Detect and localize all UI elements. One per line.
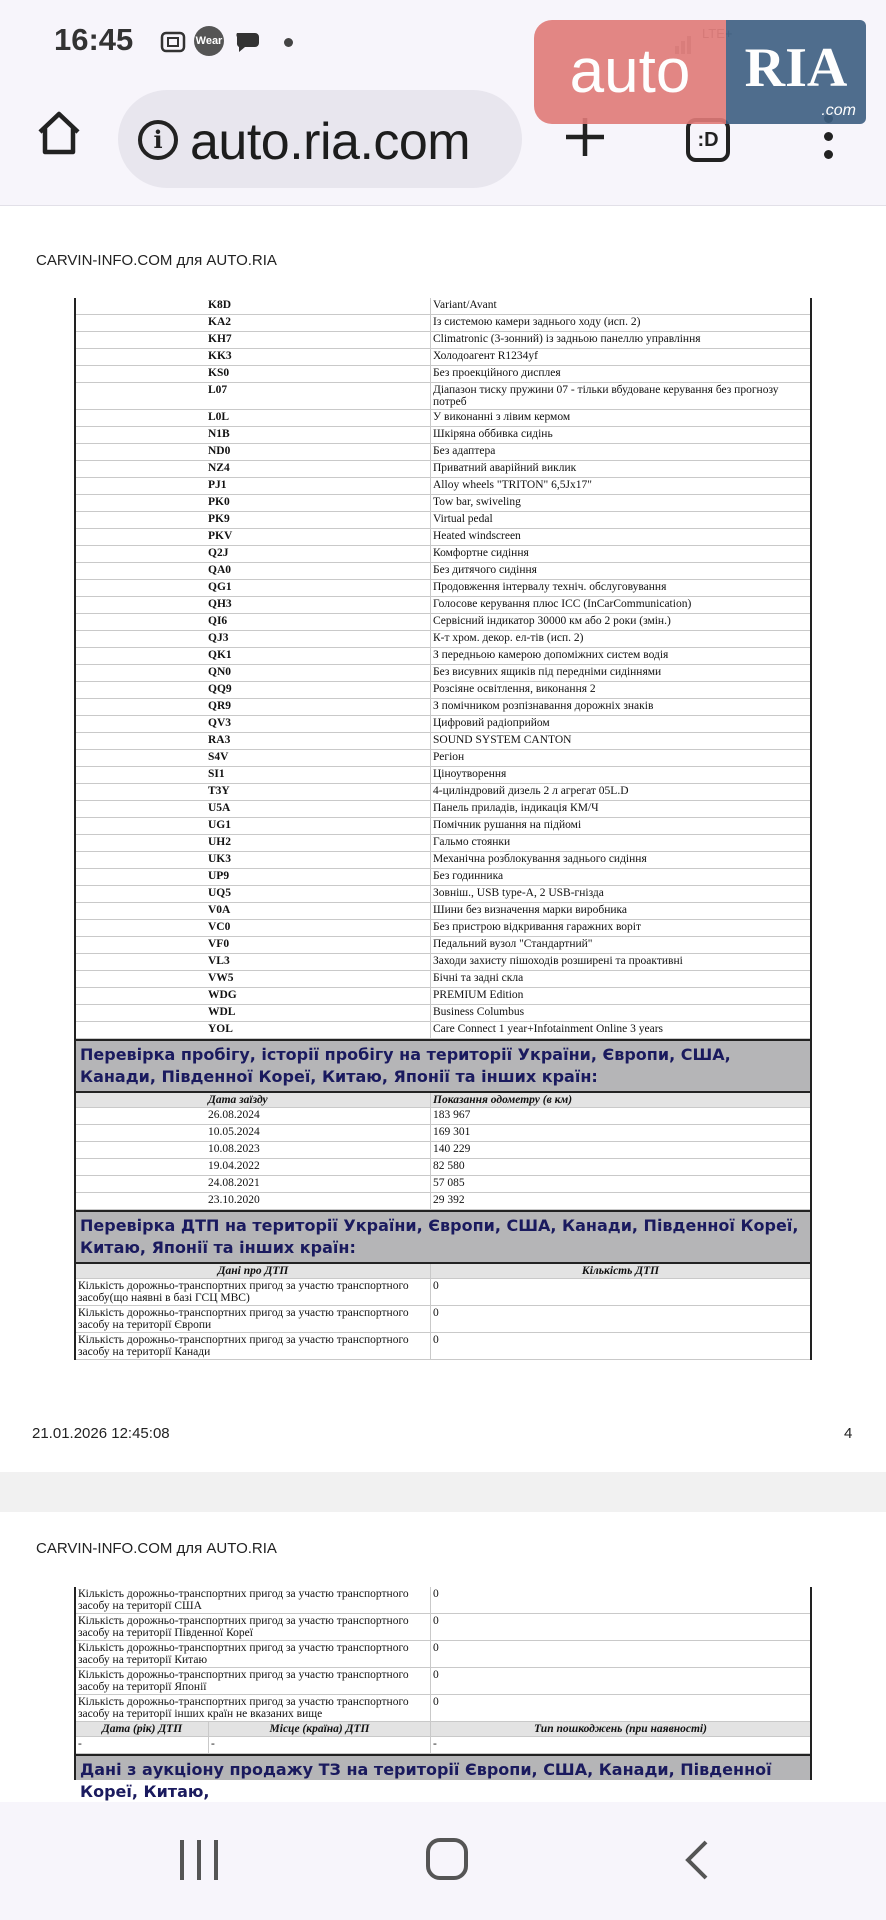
option-code: PJ1 — [208, 479, 227, 491]
option-row — [76, 648, 810, 665]
mileage-row — [76, 1125, 810, 1142]
option-code: VC0 — [208, 921, 231, 933]
option-code: NZ4 — [208, 462, 230, 474]
option-row — [76, 903, 810, 920]
mileage-km: 169 301 — [430, 1125, 810, 1141]
option-code: L0L — [208, 411, 230, 423]
damage-row — [76, 1737, 810, 1754]
option-description: Приватний аварійний виклик — [430, 461, 810, 477]
option-row — [76, 869, 810, 886]
accident-row — [76, 1641, 810, 1668]
logo-ria-text: RIA — [744, 37, 848, 99]
mileage-date-header: Дата заїзду — [208, 1094, 268, 1106]
option-description: Шкіряна оббивка сидінь — [430, 427, 810, 443]
page-separator — [0, 1472, 886, 1512]
report-page-2 — [74, 1587, 812, 1801]
option-code: K8D — [208, 299, 231, 311]
option-row — [76, 767, 810, 784]
logo-ria — [726, 20, 866, 124]
mileage-row — [76, 1108, 810, 1125]
option-description: З передньою камерою допоміжних систем водія — [430, 648, 810, 664]
mileage-date: 26.08.2024 — [208, 1109, 260, 1121]
accident-label: Кількість дорожньо-транспортних пригод за участю транспортного засобу(що наявні в базі ГСЦ МВС) — [78, 1280, 409, 1304]
option-description: З помічником розпізнавання дорожніх знаків — [430, 699, 810, 715]
option-row — [76, 886, 810, 903]
damage-date: - — [78, 1738, 82, 1750]
accident-label: Кількість дорожньо-транспортних пригод за участю транспортного засобу на території Китаю — [78, 1642, 409, 1666]
accident-label: Кількість дорожньо-транспортних пригод за участю транспортного засобу на території Європи — [78, 1307, 409, 1331]
option-description: Virtual pedal — [430, 512, 810, 528]
option-code: L07 — [208, 384, 228, 396]
option-code: S4V — [208, 751, 229, 763]
mileage-date: 24.08.2021 — [208, 1177, 260, 1189]
option-row — [76, 937, 810, 954]
wear-icon: Wear — [194, 26, 224, 56]
option-row — [76, 461, 810, 478]
option-code: QI6 — [208, 615, 228, 627]
mileage-date: 19.04.2022 — [208, 1160, 260, 1172]
option-description: Шини без визначення марки виробника — [430, 903, 810, 919]
option-description: У виконанні з лівим кермом — [430, 410, 810, 426]
option-row — [76, 580, 810, 597]
option-description: Tow bar, swiveling — [430, 495, 810, 511]
accident-label: Кількість дорожньо-транспортних пригод за участю транспортного засобу на території Канади — [78, 1334, 409, 1358]
page-header: CARVIN-INFO.COM для AUTO.RIA — [36, 252, 277, 269]
option-row — [76, 699, 810, 716]
accident-row — [76, 1614, 810, 1641]
notification-dot-icon — [284, 38, 293, 47]
nav-back-button[interactable] — [678, 1840, 718, 1880]
report-page-1 — [74, 298, 812, 1360]
accident-label: Кількість дорожньо-транспортних пригод за участю транспортного засобу на території США — [78, 1588, 409, 1612]
option-code: KA2 — [208, 316, 231, 328]
option-description: Помічник рушання на підйомі — [430, 818, 810, 834]
option-description: Заходи захисту пішоходів розширені та проактивні — [430, 954, 810, 970]
option-code: QJ3 — [208, 632, 229, 644]
option-description: Голосове керування плюс ICC (InCarCommunication) — [430, 597, 810, 613]
option-code: UH2 — [208, 836, 231, 848]
option-row — [76, 563, 810, 580]
option-row — [76, 366, 810, 383]
option-code: V0A — [208, 904, 231, 916]
options-table — [76, 298, 810, 1039]
option-row — [76, 733, 810, 750]
mileage-row — [76, 1142, 810, 1159]
option-description: Без проекційного дисплея — [430, 366, 810, 382]
option-description: Climatronic (3-зонний) із задньою панеллю управління — [430, 332, 810, 348]
option-description: Продовження інтервалу техніч. обслуговування — [430, 580, 810, 596]
footer-timestamp: 21.01.2026 12:45:08 — [32, 1425, 170, 1442]
option-row — [76, 801, 810, 818]
option-description: Без адаптера — [430, 444, 810, 460]
auction-section-heading: Дані з аукціону продажу ТЗ на території Європи, США, Канади, Південної Кореї, Китаю, — [76, 1754, 810, 1780]
option-code: QR9 — [208, 700, 231, 712]
option-row — [76, 478, 810, 495]
option-code: VW5 — [208, 972, 234, 984]
chat-icon — [234, 28, 262, 56]
option-row — [76, 988, 810, 1005]
recent-apps-button[interactable] — [180, 1840, 218, 1880]
option-row — [76, 315, 810, 332]
logo-com-text: .com — [821, 102, 856, 119]
status-time: 16:45 — [54, 22, 134, 57]
mileage-odometer-header: Показання одометру (в км) — [430, 1093, 810, 1107]
mileage-km: 57 085 — [430, 1176, 810, 1192]
option-code: SI1 — [208, 768, 225, 780]
recent-bar-icon — [214, 1840, 218, 1880]
option-code: PK0 — [208, 496, 230, 508]
accident-row — [76, 1306, 810, 1333]
option-code: UK3 — [208, 853, 231, 865]
option-row — [76, 427, 810, 444]
option-code: PK9 — [208, 513, 230, 525]
mileage-km: 29 392 — [430, 1193, 810, 1209]
damage-date-header: Дата (рік) ДТП — [101, 1723, 183, 1735]
mileage-km: 183 967 — [430, 1108, 810, 1124]
recent-bar-icon — [197, 1840, 201, 1880]
option-code: U5A — [208, 802, 231, 814]
option-code: QK1 — [208, 649, 232, 661]
option-description: Механічна розблокування заднього сидіння — [430, 852, 810, 868]
mileage-row — [76, 1176, 810, 1193]
accident-count: 0 — [430, 1333, 810, 1359]
url-text[interactable]: auto.ria.com — [190, 113, 471, 171]
nav-home-button[interactable] — [426, 1838, 468, 1880]
option-row — [76, 529, 810, 546]
option-row — [76, 971, 810, 988]
option-row — [76, 332, 810, 349]
option-row — [76, 750, 810, 767]
info-icon[interactable]: i — [138, 120, 178, 160]
option-code: VL3 — [208, 955, 230, 967]
option-code: YOL — [208, 1023, 233, 1035]
accident-row — [76, 1587, 810, 1614]
option-code: WDL — [208, 1006, 236, 1018]
home-button[interactable] — [34, 108, 84, 158]
dot-icon — [824, 150, 833, 159]
accident-row — [76, 1695, 810, 1722]
mileage-date: 10.05.2024 — [208, 1126, 260, 1138]
option-code: VF0 — [208, 938, 230, 950]
option-description: Сервісний індикатор 30000 км або 2 роки (змін.) — [430, 614, 810, 630]
damage-type-header: Тип пошкоджень (при наявності) — [430, 1722, 810, 1736]
option-row — [76, 1022, 810, 1039]
option-code: N1B — [208, 428, 230, 440]
option-row — [76, 614, 810, 631]
option-row — [76, 835, 810, 852]
option-row — [76, 298, 810, 315]
option-row — [76, 410, 810, 427]
option-description: Діапазон тиску пружини 07 - тільки вбудоване керування без прогнозу потреб — [430, 383, 810, 409]
option-row — [76, 546, 810, 563]
option-description: Variant/Avant — [430, 298, 810, 314]
option-row — [76, 495, 810, 512]
option-description: 4-циліндровий дизель 2 л агрегат 05L.D — [430, 784, 810, 800]
mileage-date: 23.10.2020 — [208, 1194, 260, 1206]
accident-table-header — [76, 1264, 810, 1279]
mileage-row — [76, 1193, 810, 1210]
url-bar[interactable] — [118, 90, 522, 188]
option-description: Із системою камери заднього ходу (исп. 2) — [430, 315, 810, 331]
option-row — [76, 852, 810, 869]
accident-label: Кількість дорожньо-транспортних пригод за участю транспортного засобу на території інших країн не вказаних вище — [78, 1696, 409, 1720]
option-code: KK3 — [208, 350, 232, 362]
option-row — [76, 920, 810, 937]
screenshot-icon — [160, 28, 186, 56]
option-row — [76, 784, 810, 801]
option-code: ND0 — [208, 445, 231, 457]
option-description: Регіон — [430, 750, 810, 766]
dot-icon — [824, 132, 833, 141]
option-row — [76, 665, 810, 682]
option-row — [76, 631, 810, 648]
accident-table — [76, 1279, 810, 1360]
option-row — [76, 1005, 810, 1022]
option-description: Панель приладів, індикація КМ/Ч — [430, 801, 810, 817]
accident-row — [76, 1668, 810, 1695]
option-row — [76, 444, 810, 461]
option-description: Комфортне сидіння — [430, 546, 810, 562]
option-description: Без годинника — [430, 869, 810, 885]
accident-count: 0 — [430, 1695, 810, 1721]
mileage-km: 140 229 — [430, 1142, 810, 1158]
option-code: QV3 — [208, 717, 231, 729]
option-description: Без пристрою відкривання гаражних воріт — [430, 920, 810, 936]
option-description: Business Columbus — [430, 1005, 810, 1021]
option-row — [76, 349, 810, 366]
recent-bar-icon — [180, 1840, 184, 1880]
mileage-section-heading: Перевірка пробігу, історії пробігу на території України, Європи, США, Канади, Південної Кореї, Китаю, Японії та інших країн: — [76, 1039, 810, 1093]
damage-table-header — [76, 1722, 810, 1737]
option-code: PKV — [208, 530, 233, 542]
accident-count: 0 — [430, 1587, 810, 1613]
footer-page-number: 4 — [844, 1425, 853, 1442]
option-description: PREMIUM Edition — [430, 988, 810, 1004]
option-description: Бічні та задні скла — [430, 971, 810, 987]
option-code: QQ9 — [208, 683, 232, 695]
system-nav-bar — [0, 1802, 886, 1920]
option-description: Педальний вузол "Стандартний" — [430, 937, 810, 953]
damage-place-header: Місце (країна) ДТП — [208, 1722, 430, 1736]
option-row — [76, 954, 810, 971]
accident-count: 0 — [430, 1614, 810, 1640]
option-row — [76, 716, 810, 733]
logo-auto: auto — [534, 20, 726, 124]
tab-switcher-button[interactable]: :D — [686, 118, 730, 162]
accident-row — [76, 1279, 810, 1306]
option-code: UG1 — [208, 819, 231, 831]
accident-row — [76, 1333, 810, 1360]
mileage-table-header — [76, 1093, 810, 1108]
option-description: Alloy wheels "TRITON" 6,5Jx17" — [430, 478, 810, 494]
option-row — [76, 818, 810, 835]
option-row — [76, 597, 810, 614]
option-code: UQ5 — [208, 887, 231, 899]
option-code: WDG — [208, 989, 237, 1001]
accident-count: 0 — [430, 1306, 810, 1332]
option-description: SOUND SYSTEM CANTON — [430, 733, 810, 749]
option-row — [76, 682, 810, 699]
option-row — [76, 512, 810, 529]
option-code: Q2J — [208, 547, 229, 559]
option-code: KS0 — [208, 367, 230, 379]
option-description: Цифровий радіоприйом — [430, 716, 810, 732]
option-code: QG1 — [208, 581, 232, 593]
mileage-row — [76, 1159, 810, 1176]
accident-count: 0 — [430, 1668, 810, 1694]
home-icon — [34, 108, 84, 158]
accident-count-header: Кількість ДТП — [430, 1264, 810, 1278]
option-row — [76, 383, 810, 410]
option-code: QA0 — [208, 564, 231, 576]
option-description: Care Connect 1 year+Infotainment Online 3 years — [430, 1022, 810, 1038]
damage-place: - — [208, 1737, 430, 1753]
accident-label: Кількість дорожньо-транспортних пригод за участю транспортного засобу на території Південної Кореї — [78, 1615, 409, 1639]
mileage-date: 10.08.2023 — [208, 1143, 260, 1155]
option-description: Heated windscreen — [430, 529, 810, 545]
option-code: RA3 — [208, 734, 231, 746]
accident-section-heading: Перевірка ДТП на території України, Європи, США, Канади, Південної Кореї, Китаю, Японії та інших країн: — [76, 1210, 810, 1264]
accident-count: 0 — [430, 1279, 810, 1305]
option-code: UP9 — [208, 870, 230, 882]
option-description: Розсіяне освітлення, виконання 2 — [430, 682, 810, 698]
option-code: KH7 — [208, 333, 232, 345]
option-description: Зовніш., USB type-A, 2 USB-гнізда — [430, 886, 810, 902]
mileage-table — [76, 1108, 810, 1210]
mileage-km: 82 580 — [430, 1159, 810, 1175]
back-chevron-icon — [678, 1840, 718, 1880]
option-code: T3Y — [208, 785, 230, 797]
option-code: QN0 — [208, 666, 231, 678]
option-description: Холодоагент R1234yf — [430, 349, 810, 365]
option-description: Без дитячого сидіння — [430, 563, 810, 579]
damage-type: - — [430, 1737, 810, 1753]
option-code: QH3 — [208, 598, 232, 610]
option-description: Ціноутворення — [430, 767, 810, 783]
accident-label: Кількість дорожньо-транспортних пригод за участю транспортного засобу на території Японії — [78, 1669, 409, 1693]
option-description: Без висувних ящиків під передніми сидіннями — [430, 665, 810, 681]
page-header: CARVIN-INFO.COM для AUTO.RIA — [36, 1540, 277, 1557]
accident-data-header: Дані про ДТП — [217, 1265, 289, 1277]
option-description: Гальмо стоянки — [430, 835, 810, 851]
option-description: К-т хром. декор. ел-тів (исп. 2) — [430, 631, 810, 647]
accident-table — [76, 1587, 810, 1722]
accident-count: 0 — [430, 1641, 810, 1667]
